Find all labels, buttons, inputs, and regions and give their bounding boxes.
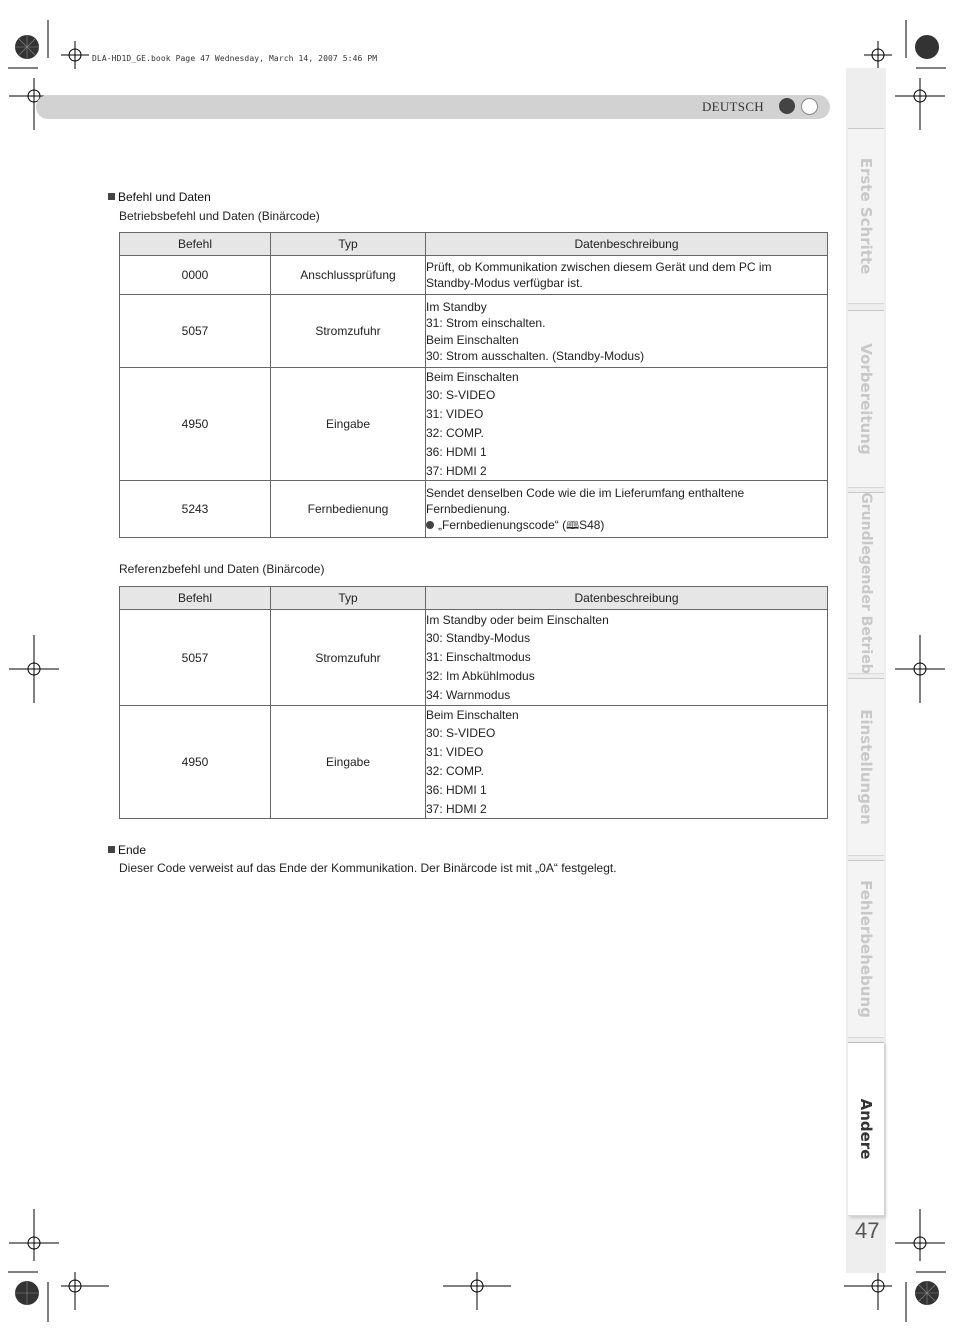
cmd-cell: 5057 bbox=[120, 610, 271, 706]
desc-cell: Sendet denselben Code wie die im Lieferumfang enthaltene Fernbedienung. „Fernbedienungscode“ (🕮S48) bbox=[426, 481, 828, 538]
section-title-befehl: Befehl und Daten bbox=[108, 190, 211, 204]
column-header: Typ bbox=[271, 233, 426, 256]
page-number: 47 bbox=[855, 1218, 880, 1243]
type-cell: Eingabe bbox=[271, 368, 426, 481]
tab-label: Fehlerbehebung bbox=[857, 880, 875, 1018]
reference-command-table bbox=[119, 586, 828, 819]
subtitle-betriebsbefehl: Betriebsbefehl und Daten (Binärcode) bbox=[119, 209, 320, 223]
cmd-cell: 5057 bbox=[120, 295, 271, 368]
table-row bbox=[120, 368, 828, 481]
column-header: Befehl bbox=[120, 587, 271, 610]
square-bullet-icon bbox=[108, 193, 115, 200]
print-info-line: DLA-HD1D_GE.book Page 47 Wednesday, March 14, 2007 5:46 PM bbox=[92, 54, 378, 63]
type-cell: Fernbedienung bbox=[271, 481, 426, 538]
desc-cell: Prüft, ob Kommunikation zwischen diesem Gerät und dem PC im Standby-Modus verfügbar ist. bbox=[426, 256, 828, 295]
type-cell: Anschlussprüfung bbox=[271, 256, 426, 295]
column-header: Befehl bbox=[120, 233, 271, 256]
language-label: DEUTSCH bbox=[701, 99, 764, 114]
cmd-cell: 5243 bbox=[120, 481, 271, 538]
page-reference-link[interactable]: S48 bbox=[579, 517, 601, 532]
table-header-row bbox=[120, 233, 828, 256]
cmd-cell: 0000 bbox=[120, 256, 271, 295]
operation-command-table bbox=[119, 232, 828, 538]
tab-fehlerbehebung[interactable] bbox=[848, 860, 884, 1038]
bullet-icon bbox=[426, 521, 434, 529]
reference-line: „Fernbedienungscode“ (🕮S48) bbox=[426, 517, 827, 534]
manual-book-icon: 🕮 bbox=[566, 519, 580, 532]
table-header-row bbox=[120, 587, 828, 610]
desc-cell: Beim Einschalten 30: S-VIDEO 31: VIDEO 32: COMP. 36: HDMI 1 37: HDMI 2 bbox=[426, 706, 828, 819]
tab-label: Einstellungen bbox=[857, 709, 875, 825]
tab-erste-schritte[interactable] bbox=[848, 128, 884, 304]
header-bar bbox=[36, 95, 830, 119]
type-cell: Stromzufuhr bbox=[271, 295, 426, 368]
tab-label: Vorbereitung bbox=[857, 343, 875, 455]
ende-description: Dieser Code verweist auf das Ende der Kommunikation. Der Binärcode ist mit „0A“ festgelegt. bbox=[119, 861, 617, 875]
square-bullet-icon bbox=[108, 846, 115, 853]
table-row bbox=[120, 295, 828, 368]
column-header: Typ bbox=[271, 587, 426, 610]
desc-cell: Im Standby oder beim Einschalten 30: Standby-Modus 31: Einschaltmodus 32: Im Abkühlmodus 34: Warnmodus bbox=[426, 610, 828, 706]
table-row bbox=[120, 610, 828, 706]
filled-dot-icon bbox=[779, 98, 795, 114]
tab-label: Erste Schritte bbox=[857, 157, 875, 275]
tab-grundlegender-betrieb[interactable] bbox=[848, 492, 884, 674]
tab-vorbereitung[interactable] bbox=[848, 310, 884, 488]
tab-label: Grundlegender Betrieb bbox=[858, 492, 874, 674]
column-header: Datenbeschreibung bbox=[426, 233, 828, 256]
cmd-cell: 4950 bbox=[120, 368, 271, 481]
table-row bbox=[120, 706, 828, 819]
desc-cell: Im Standby 31: Strom einschalten. Beim Einschalten 30: Strom ausschalten. (Standby-Modus) bbox=[426, 295, 828, 368]
section-title-ende: Ende bbox=[108, 843, 146, 857]
type-cell: Stromzufuhr bbox=[271, 610, 426, 706]
column-header: Datenbeschreibung bbox=[426, 587, 828, 610]
table-row bbox=[120, 256, 828, 295]
subtitle-referenzbefehl: Referenzbefehl und Daten (Binärcode) bbox=[119, 562, 325, 576]
tab-einstellungen[interactable] bbox=[848, 678, 884, 856]
desc-cell: Beim Einschalten 30: S-VIDEO 31: VIDEO 32: COMP. 36: HDMI 1 37: HDMI 2 bbox=[426, 368, 828, 481]
empty-dot-icon bbox=[801, 98, 818, 115]
type-cell: Eingabe bbox=[271, 706, 426, 819]
tab-label: Andere bbox=[857, 1098, 875, 1160]
table-row bbox=[120, 481, 828, 538]
tab-andere[interactable] bbox=[848, 1042, 884, 1216]
cmd-cell: 4950 bbox=[120, 706, 271, 819]
